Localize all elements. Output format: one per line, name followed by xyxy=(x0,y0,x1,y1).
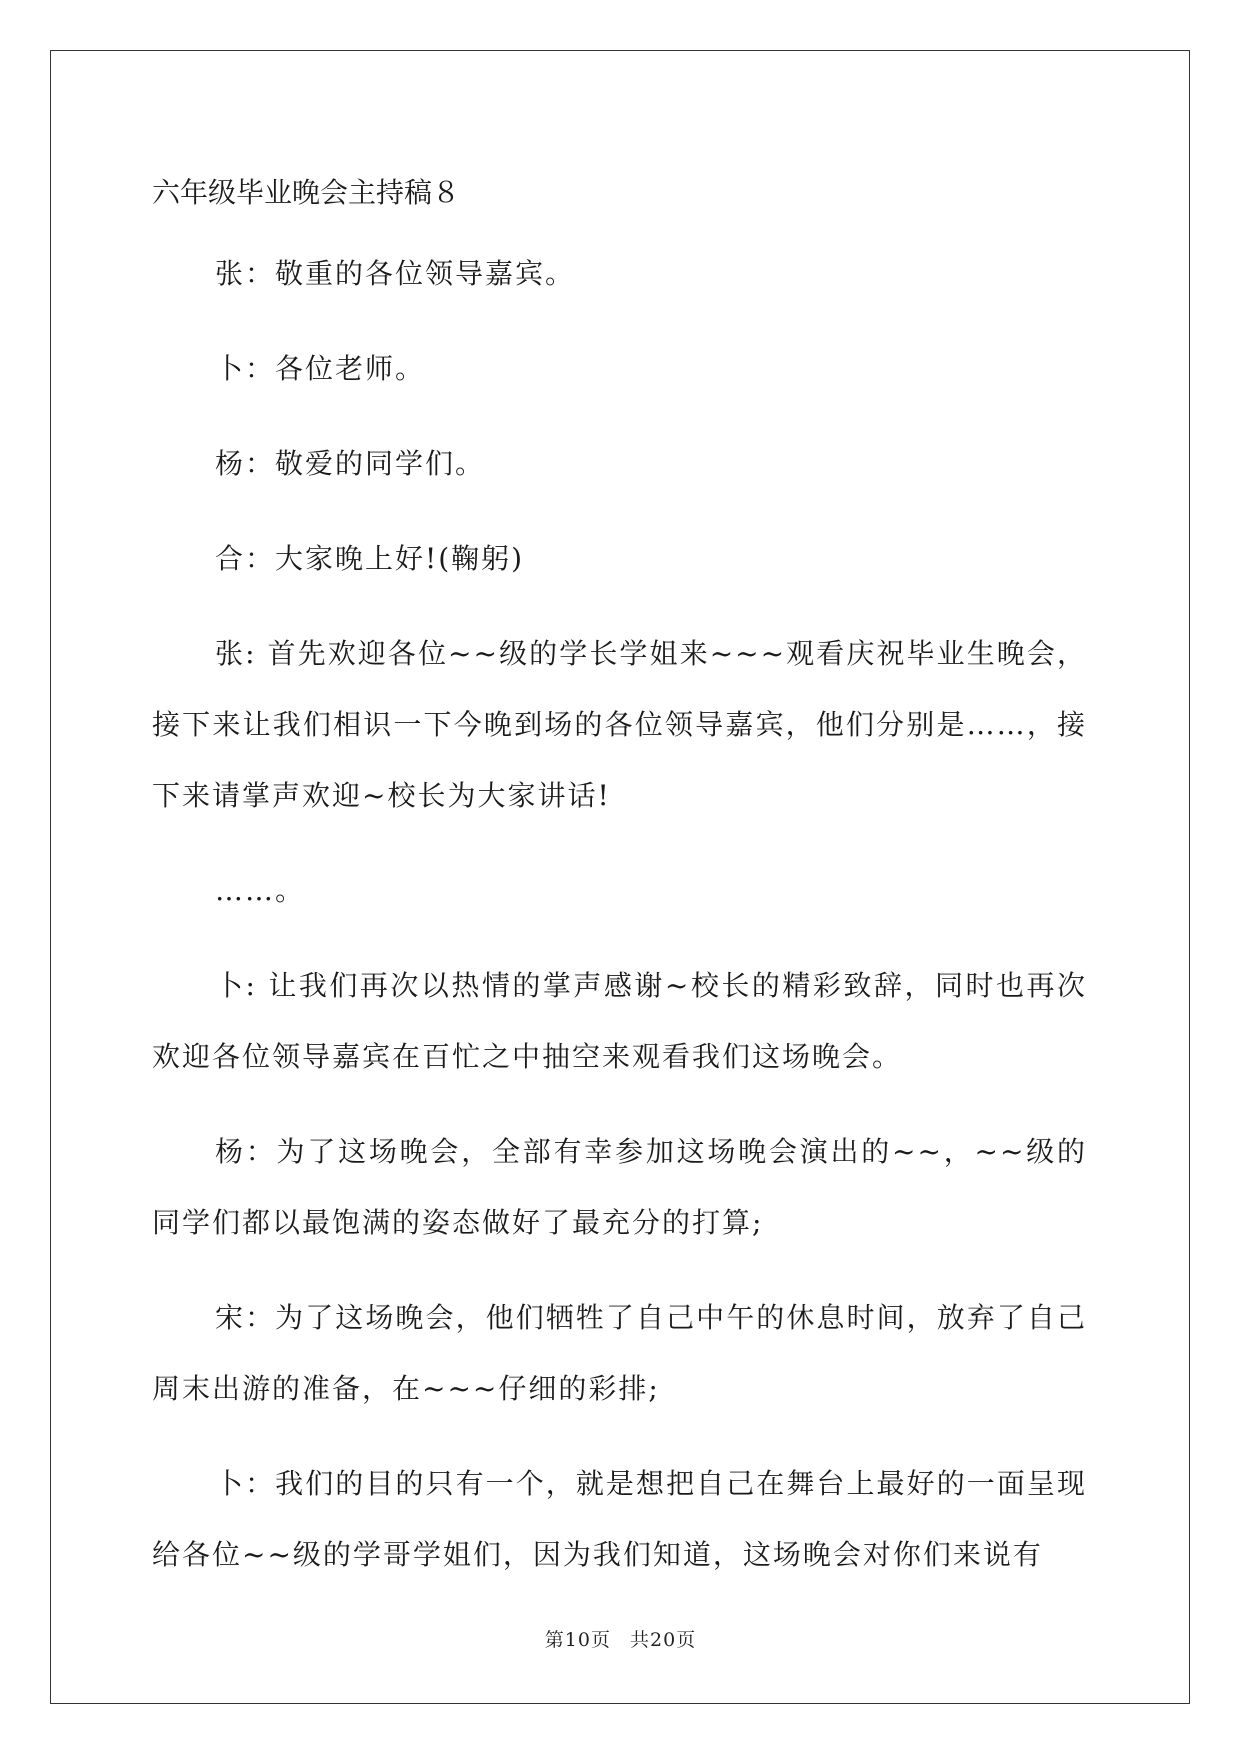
page-footer xyxy=(0,1625,1241,1652)
paragraph: 杨：为了这场晚会，全部有幸参加这场晚会演出的~~，~~级的同学们都以最饱满的姿态做好了最充分的打算; xyxy=(152,1135,1087,1239)
paragraph: 杨：敬爱的同学们。 xyxy=(215,447,486,480)
paragraph: 卜：我们的目的只有一个，就是想把自己在舞台上最好的一面呈现给各位~~级的学哥学姐们，因为我们知道，这场晚会对你们来说有 xyxy=(152,1467,1087,1571)
paragraph: 卜：各位老师。 xyxy=(215,352,426,385)
paragraph: ……。 xyxy=(215,874,306,907)
paragraph: 合：大家晚上好!(鞠躬) xyxy=(215,542,525,575)
page-total: 共20页 xyxy=(630,1629,697,1651)
paragraph: 张: 首先欢迎各位~~级的学长学姐来~~~观看庆祝毕业生晚会，接下来让我们相识一下今晚到场的各位领导嘉宾，他们分别是……，接下来请掌声欢迎~校长为大家讲话! xyxy=(152,637,1087,812)
document-body xyxy=(152,160,1087,1590)
paragraph: 宋：为了这场晚会，他们牺牲了自己中午的休息时间，放弃了自己周末出游的准备，在~~~仔细的彩排; xyxy=(152,1301,1087,1405)
paragraph: 卜: 让我们再次以热情的掌声感谢~校长的精彩致辞，同时也再次欢迎各位领导嘉宾在百忙之中抽空来观看我们这场晚会。 xyxy=(152,969,1087,1073)
page-number: 第10页 xyxy=(544,1629,611,1651)
paragraph: 张：敬重的各位领导嘉宾。 xyxy=(215,257,576,290)
document-title: 六年级毕业晚会主持稿８ xyxy=(152,176,461,209)
